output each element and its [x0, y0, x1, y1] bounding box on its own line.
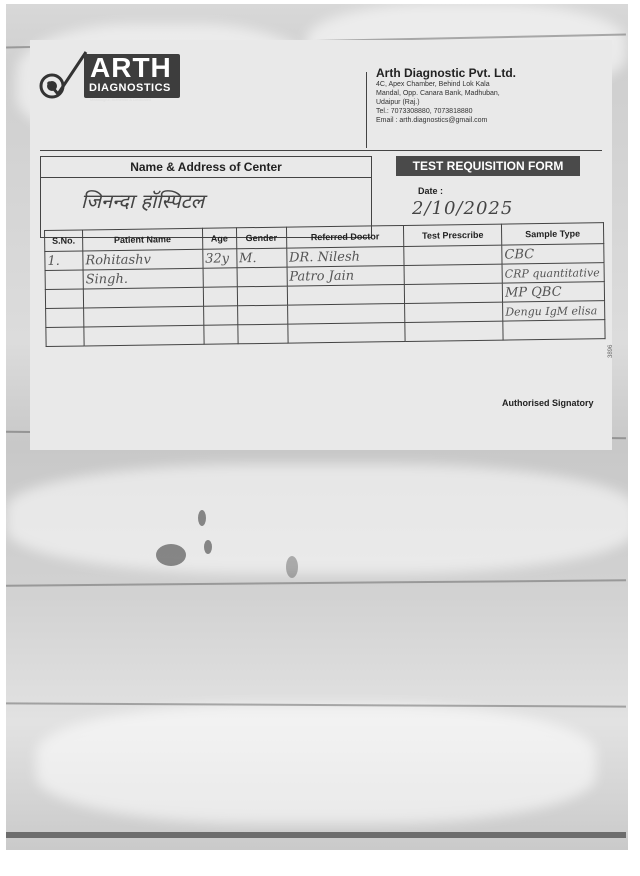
address-line: Udaipur (Raj.) — [376, 99, 420, 106]
cell-patient-name — [84, 325, 204, 346]
cell-referred-doctor — [287, 284, 405, 305]
logo-main-text: ARTH — [90, 52, 172, 83]
cell-patient-name: Rohitashv — [83, 249, 203, 270]
cell-sno — [45, 289, 83, 309]
col-header-patient-name: Patient Name — [82, 228, 202, 251]
cell-test-prescribe — [404, 264, 502, 284]
cell-gender — [237, 286, 287, 306]
col-header-age: Age — [202, 228, 236, 249]
logo-sub-text: DIAGNOSTICS — [89, 82, 171, 94]
cell-referred-doctor — [287, 303, 405, 324]
cell-test-prescribe — [405, 321, 503, 341]
col-header-gender: Gender — [236, 227, 286, 249]
date-label: Date : — [418, 186, 444, 196]
cell-referred-doctor — [287, 322, 405, 343]
cell-sample-type: Dengu IgM elisa — [503, 301, 605, 321]
cell-age: 32y — [203, 249, 237, 268]
header-rule — [40, 150, 602, 151]
cell-patient-name — [83, 287, 203, 308]
ink-stain — [286, 556, 298, 578]
authorised-signatory: Authorised Signatory — [502, 398, 594, 408]
cell-gender — [237, 305, 287, 325]
logo-tagline: Meaningful, Authentic & Dedicated — [90, 97, 152, 102]
col-header-referred-doctor: Referred Doctor — [286, 225, 404, 248]
company-info — [376, 66, 606, 125]
glare — [6, 464, 628, 574]
cell-sample-type: CRP quantitative — [502, 263, 604, 283]
fold-crease — [6, 579, 626, 586]
company-name: Arth Diagnostic Pvt. Ltd. — [376, 66, 517, 80]
fold-crease — [6, 832, 626, 838]
cell-test-prescribe — [405, 283, 503, 303]
cell-gender — [238, 324, 288, 344]
cell-age — [203, 306, 237, 325]
target-icon — [36, 46, 88, 106]
logo-box — [84, 52, 180, 102]
cell-patient-name — [84, 306, 204, 327]
email-line: Email : arth.diagnostics@gmail.com — [376, 117, 488, 124]
ink-stain — [198, 510, 206, 526]
address-line: Mandal, Opp. Canara Bank, Madhuban, — [376, 90, 500, 97]
col-header-sno: S.No. — [45, 230, 83, 252]
cell-age — [203, 287, 237, 306]
header-divider — [366, 72, 367, 148]
requisition-table — [44, 222, 606, 347]
form-title-banner: TEST REQUISITION FORM — [396, 156, 580, 176]
cell-sno — [46, 327, 84, 347]
col-header-sample-type: Sample Type — [502, 223, 604, 245]
cell-age — [203, 268, 237, 287]
cell-age — [204, 325, 238, 344]
cell-gender: M. — [236, 248, 286, 268]
center-name-handwritten: जिनन्दा हॉस्पिटल — [81, 189, 205, 213]
col-header-test-prescribe: Test Prescribe — [404, 224, 502, 246]
center-address-title: Name & Address of Center — [41, 157, 371, 178]
cell-sample-type — [503, 320, 605, 340]
cell-sno: 1. — [45, 251, 83, 271]
cell-referred-doctor: Patro Jain — [287, 265, 405, 286]
cell-test-prescribe — [405, 302, 503, 322]
cell-referred-doctor: DR. Nilesh — [286, 246, 404, 267]
cell-sno — [46, 308, 84, 328]
company-logo — [32, 44, 182, 104]
glare — [36, 704, 596, 824]
address-line: 4C, Apex Chamber, Behind Lok Kala — [376, 81, 490, 88]
serial-number: 3896 — [608, 344, 614, 358]
phone-line: Tel.: 7073308880, 7073818880 — [376, 108, 473, 115]
ink-stain — [204, 540, 212, 554]
cell-gender — [237, 267, 287, 287]
ink-stain — [156, 544, 186, 566]
date-value-handwritten: 2/10/2025 — [412, 198, 514, 219]
cell-sample-type: CBC — [502, 244, 604, 264]
cell-test-prescribe — [404, 245, 502, 265]
cell-sno — [45, 270, 83, 290]
cell-sample-type: MP QBC — [502, 282, 604, 302]
cell-patient-name: Singh. — [83, 268, 203, 289]
